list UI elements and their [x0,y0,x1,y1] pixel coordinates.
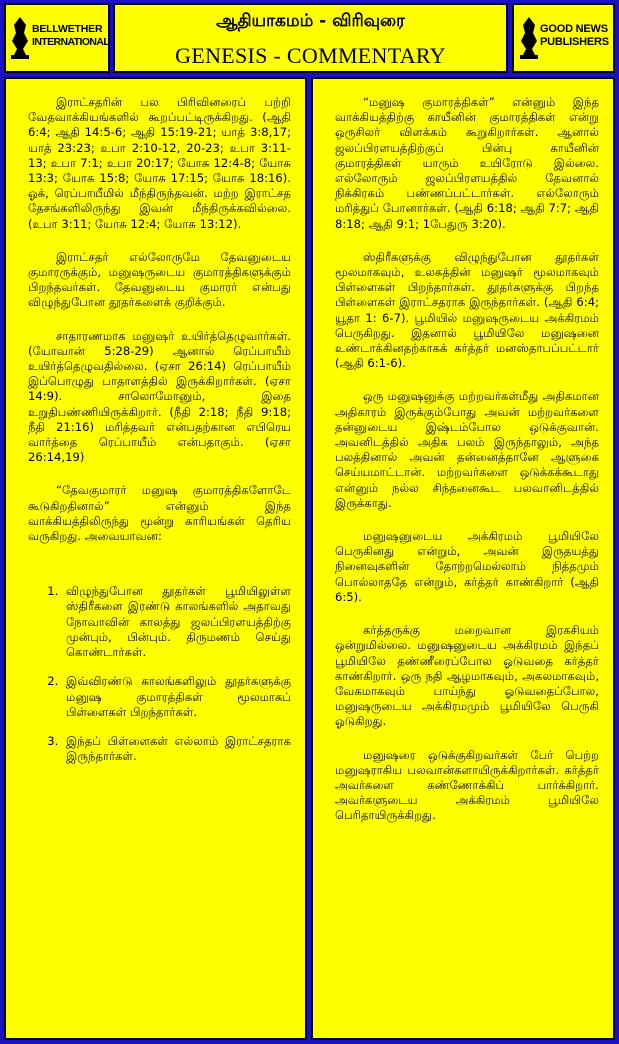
good-news-ship-icon [520,15,538,61]
right-paragraph-2: ஸ்திரீகளுக்கு விழுந்துபோன தூதர்கள் மூலமாகவும், உலகத்தின் மனுஷர் மூலமாகவும் பிள்ளைகள் பிறந்தார்கள். தூதர்களுக்கு பிறந்த பிள்ளைகள் இராட்சதராக இருந்தார்கள். (ஆதி 6:4; யூதா 1: 6-7). பூமியில் மனுஷருடைய அக்கிரமம் பெருகிறது. இதனால் பூமியிலே மனுஷனை உண்டாக்கினதற்காகக் கர்த்தர் மனஸ்தாபப்பட்டார் (ஆதி 6:1-6). [335,249,599,371]
page-title-english: GENESIS - COMMENTARY [175,43,446,68]
right-paragraph-4: மனுஷனுடைய அக்கிரமம் பூமியிலே பெருகினது என்றும், அவன் இருதயத்து நினைவுகளின் தோற்றமெல்லாம் நித்தமும் பொல்லாததே என்றும், கர்த்தர் காண்கிறார் (ஆதி 6:5). [335,529,599,604]
title-panel [113,3,508,73]
right-column-text [335,95,599,836]
bellwether-logo-line2: INTERNATIONAL [32,36,110,48]
right-paragraph-3: ஒரு மனுஷனுக்கு மற்றவர்கள்மீது அதிகமான அதிகாரம் இருக்கும்போது அவன் மற்றவர்களை தன்னுடைய இஷ்டம்போல ஒடுக்குவான். அவனிடத்தில் அதிக பலம் இருந்தாலும், அந்த பலத்தினால் அவன் தன்னைத்தானே ஆளுகை செய்யமாட்டான். மற்றவர்களை ஒடுக்கக்கூடாது என்னும் நல்ல சிந்தனைகூட பலவானிடத்தில் இருக்காது. [335,389,599,510]
right-paragraph-1: “மனுஷ குமாரத்திகள்” என்னும் இந்த வாக்கியத்திற்கு காயீனின் குமாரத்திகள் என்று ஒருசிலர் விளக்கம் கூறுகிறார்கள். ஆனால் ஜலப்பிரளயத்திற்குப் பின்பு காயீனின் குமாரத்திகள் யாரும் உயிரோடு இல்லை. எல்லோரும் ஜலப்பிரளயத்தில் தேவனால் நிக்கிரகம் பண்ணப்பட்டார்கள். எல்லோரும் மரித்துப் போனார்கள். (ஆதி 6:18; ஆதி 7:7; ஆதி 8:18; ஆதி 9:1; 1பேதுரு 3:20). [335,95,599,231]
list-item: 3. இந்தப் பிள்ளைகள் எல்லாம் இராட்சதராக இருந்தார்கள். [62,734,291,764]
left-paragraph-2: இராட்சதர் எல்லோருமே தேவனுடைய குமாரருக்கும், மனுஷருடைய குமாரத்திகளுக்கும் பிறந்தவர்கள். தேவனுடைய குமாரர் என்பது விழுந்துபோன தூதர்களைக் குறிக்கும். [28,249,291,310]
good-news-logo-line1: GOOD NEWS [540,23,608,35]
good-news-logo [520,15,612,63]
left-paragraph-4: “தேவகுமாரர் மனுஷ குமாரத்திகளோடே கூடுகிறதினால்” என்னும் இந்த வாக்கியத்திலிருந்து மூன்று காரியங்கள் தெரிய வருகிறது. அவையாவன: [28,483,291,544]
list-item: 1. விழுந்துபோன தூதர்கள் பூமியிலுள்ள ஸ்திரீகளை இரண்டு காலங்களில் அதாவது நோவாவின் காலத்து ஜலப்பிரளயத்திற்கு முன்பும், பின்பும். திருமணம் செய்து கொண்டார்கள். [62,584,291,660]
left-paragraph-1: இராட்சதரின் பல பிரிவினரைப் பற்றி வேதவாக்கியங்களில் கூறப்பட்டிருக்கிறது. (ஆதி 6:4; ஆதி 14:5-6; ஆதி 15:19-21; யாத் 3:8,17; யாத் 23:23; உபா 2:10-12, 20-23; உபா 3:11-13; உபா 7:1; உபா 20:17; யோசு 12:4-8; யோசு 13:3; யோசு 15:8; யோசு 17:15; யோசு 18:16). ஓக், ரெப்பாயீமில் மீந்திருந்தவன். மற்ற இராட்சத தேசங்களிலிருந்து இவன் மீந்திருக்கவில்லை. (உபா 3:11; யோசு 12:4; யோசு 13:12). [28,95,291,231]
list-item: 2. இவ்விரண்டு காலங்களிலும் தூதர்களுக்கு மனுஷ குமாரத்திகள் மூலமாகப் பிள்ளைகள் பிறந்தார்கள். [62,674,291,720]
good-news-logo-panel [512,3,615,73]
right-column [311,77,615,1040]
left-paragraph-3: சாதாரணமாக மனுஷர் உயிர்த்தெழுவார்கள். (யோவான் 5:28-29) ஆனால் ரெப்பாயீம் உயிர்த்தெழுவதில்லை. (ஏசா 26:14) ரெப்பாயீம் இப்பொழுது பாதாளத்தில் இருக்கிறார்கள். (ஏசா 14:9). சாலொமோனும், இதை உறுதிபண்ணியிருக்கிறார். (நீதி 2:18; நீதி 9:18; நீதி 21:16) மரித்தவர் என்பதற்கான எபிரெய வார்த்தை ரெப்பாயீம் என்பதாகும். (ஏசா 26:14,19) [28,328,291,465]
bellwether-logo-line1: BELLWETHER [32,23,103,35]
right-paragraph-5: கர்த்தருக்கு மறைவான இரகசியம் ஒன்றுமில்லை. மனுஷனுடைய அக்கிரமம் இந்தப் பூமியிலே தண்ணீரைப்போல ஓடுவதை கர்த்தர் காண்கிறார். ஒரு நதி ஆழமாகவும், அகலமாகவும், வேகமாகவும் பாய்ந்து ஓடுவதைப்போல, மனுஷருடைய அக்கிரமமும் பூமியிலே பெருகி ஓடுகிறது. [335,623,599,729]
bellwether-logo-panel [4,3,110,73]
page-title-tamil: ஆதியாகமம் - விரிவுரை [216,11,405,31]
left-column-text [28,95,291,778]
good-news-logo-line2: PUBLISHERS [540,36,609,48]
right-paragraph-6: மனுஷரை ஒடுக்குகிறவர்கள் பேர் பெற்ற மனுஷராகிய பலவான்களாயிருக்கிறார்கள். கர்த்தர் அவர்களை கண்ணோக்கிப் பார்க்கிறார். அவர்களுடைய அக்கிரமம் பூமியிலே பெரிதாயிருக்கிறது. [335,747,599,823]
left-column [4,77,307,1040]
bellwether-ship-icon [10,15,30,61]
bellwether-logo [10,15,110,63]
numbered-list [28,584,291,764]
